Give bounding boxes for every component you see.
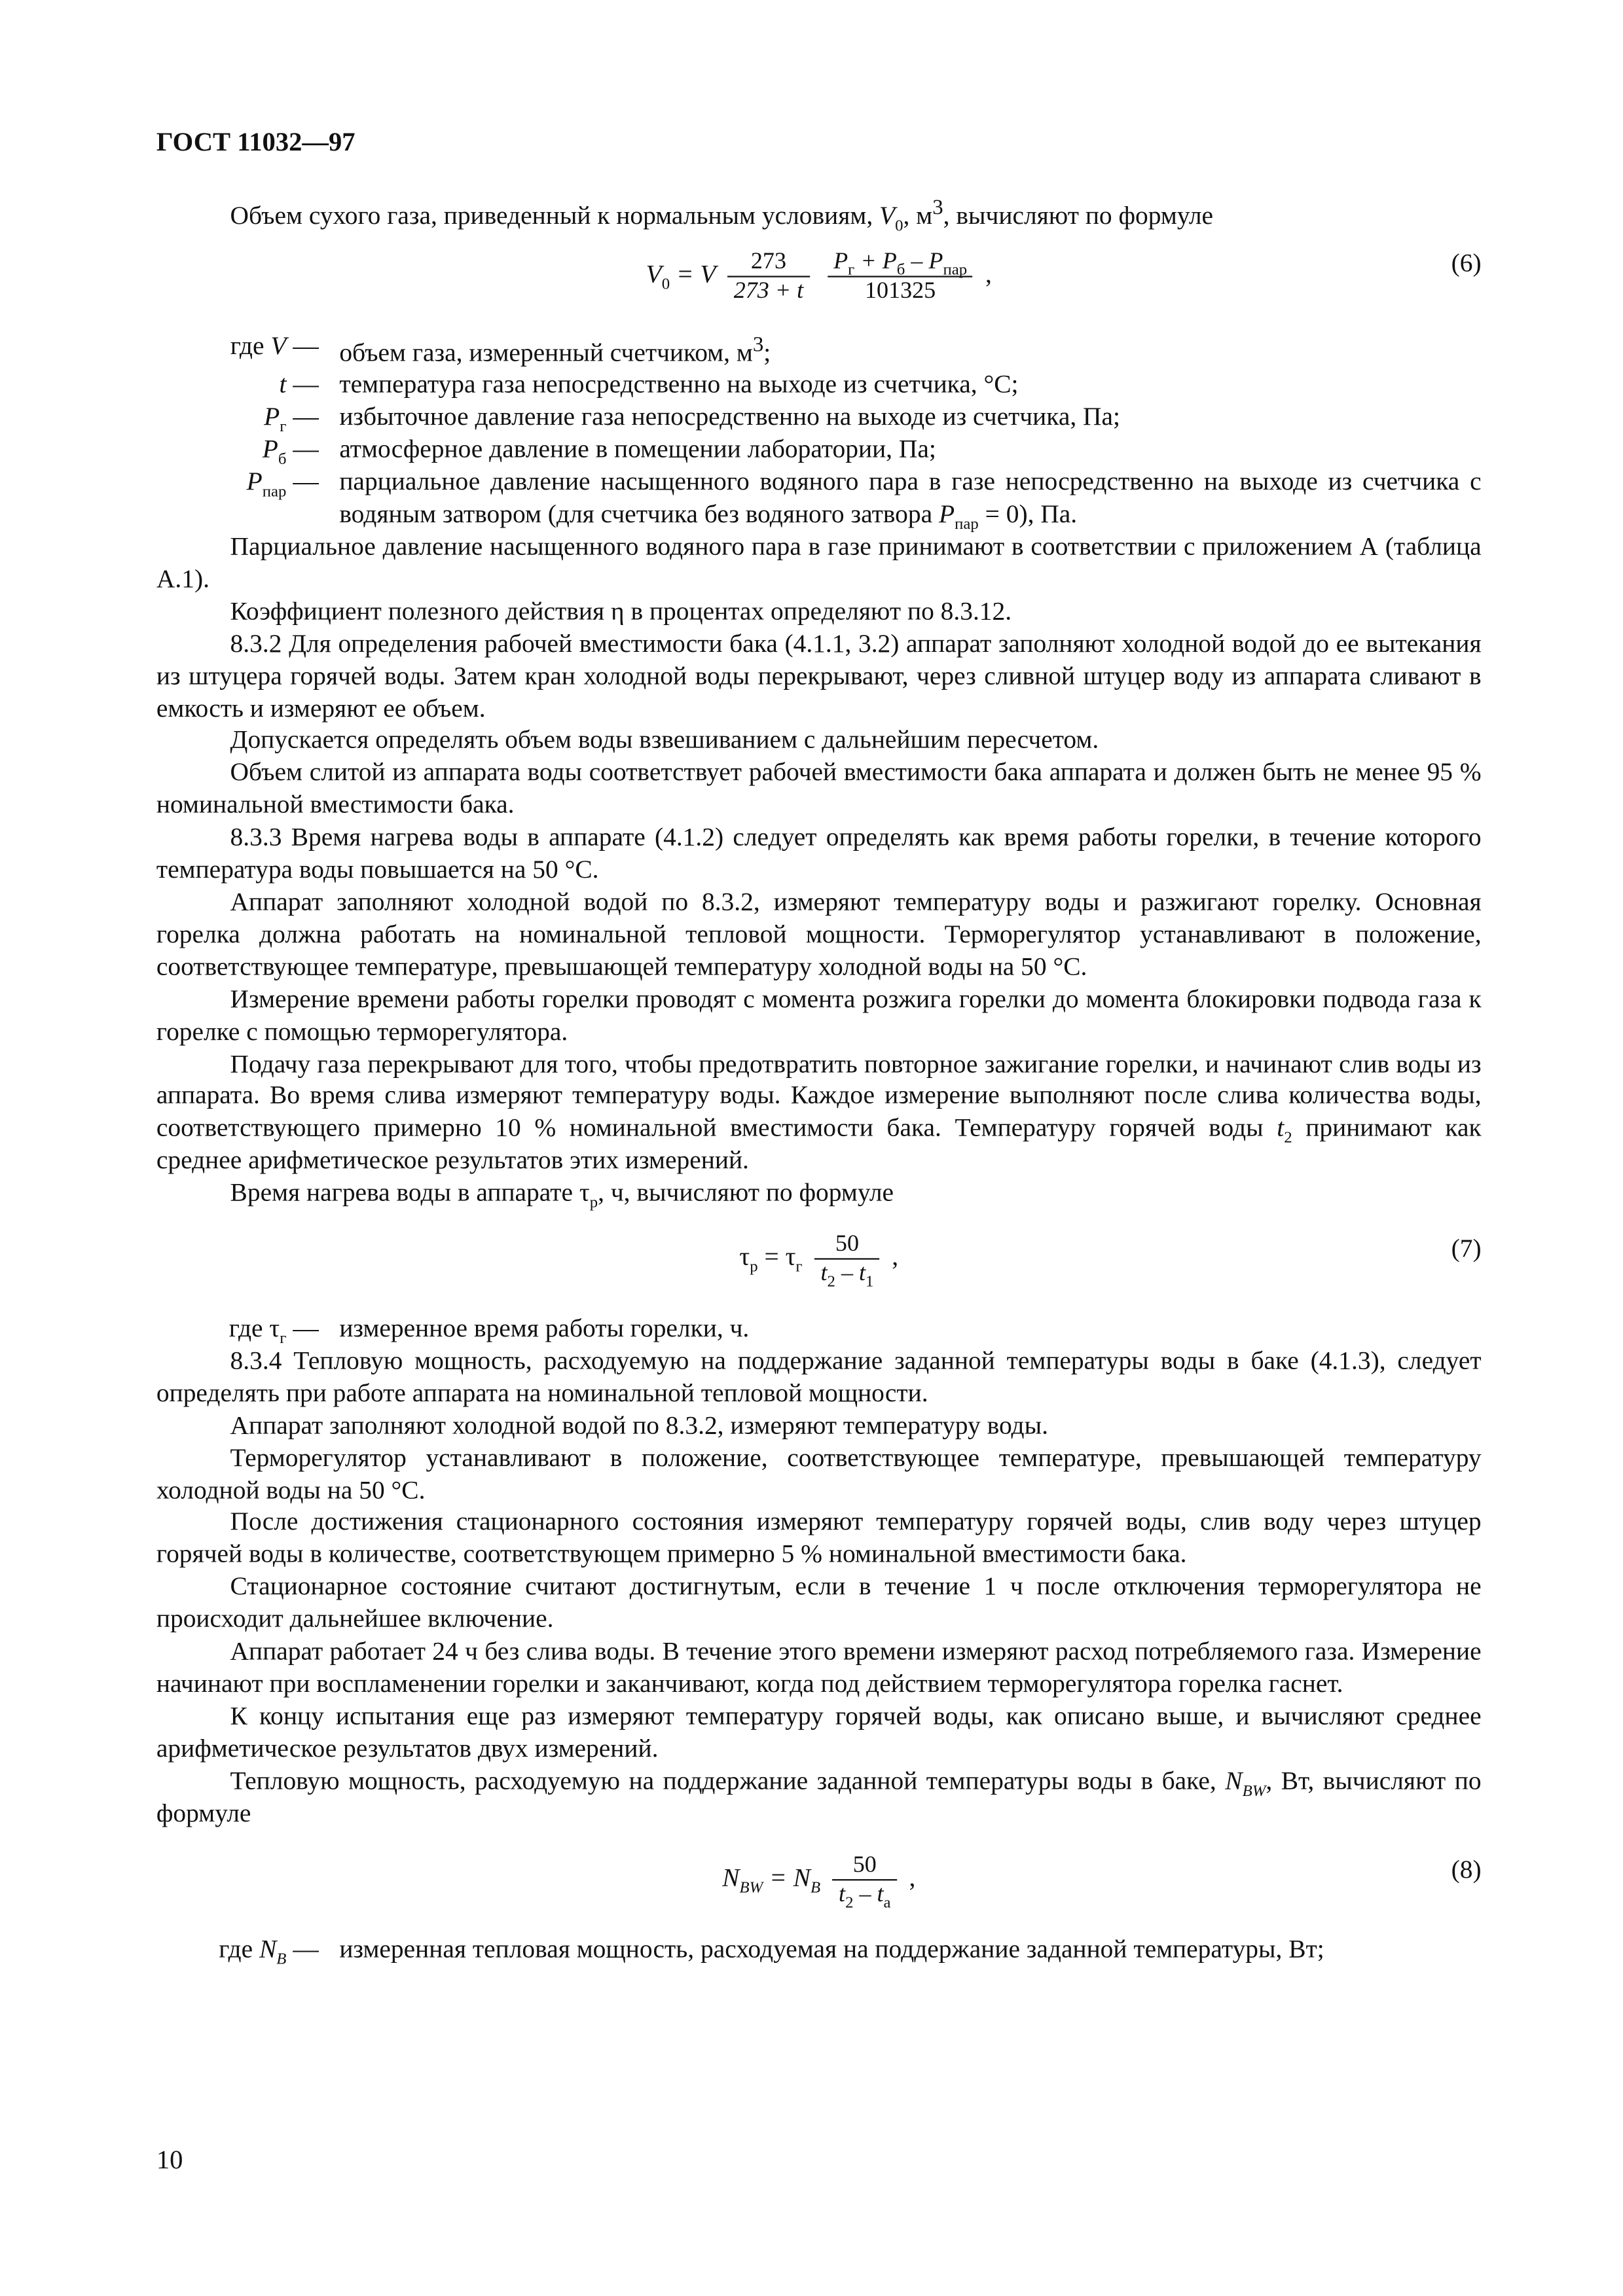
paragraph-burner-time: Измерение времени работы горелки проводят с момента розжига горелки до момента блокировки подвода газа к горелке с помощью терморегулятора. [156,983,1482,1045]
formula-7-legend: где $\tau_г$ — измеренное время работы горелки, ч. [228,1312,750,1348]
intro-paragraph: Объем сухого газа, приведенный к нормальным условиям, $V_0$, $м^3$, вычисляют по формуле [230,196,1214,236]
paragraph-gas-supply: Подачу газа перекрывают для того, чтобы предотвратить повторное зажигание горелки, и начинают слив воды из аппарата. Во время слива измеряют температуру воды. Каждое измерение выполняют после слива количества воды, соответствующего примерно 10 % номинальной вместимости бака. Температуру горячей воды $t_2$ принимают как среднее арифметическое результатов этих измерений. [156,1048,1482,1175]
standard-header: ГОСТ 11032—97 [156,126,356,156]
paragraph-efficiency: Коэффициент полезного действия η в процентах определяют по 8.3.12. [230,596,1012,626]
paragraph-stationary-state: Стационарное состояние считают достигнутым, если в течение 1 ч после отключения терморегулятора не происходит дальнейшее включение. [156,1571,1482,1634]
paragraph-after-stationary: После достижения стационарного состояния измеряют температуру горячей воды, слив воду через штуцер горячей воды в количестве, соответствующем примерно 5 % номинальной вместимости бака. [156,1506,1482,1569]
page-number: 10 [156,2144,183,2174]
paragraph-heat-power: Тепловую мощность, расходуемую на поддержание заданной температуры воды в баке, $N_{BW}$, Вт, вычисляют по формуле [156,1765,1482,1827]
paragraph-end-of-test: К концу испытания еще раз измеряют температуру горячей воды, как описано выше, и вычисляют среднее арифметическое результатов двух измерений. [156,1700,1482,1763]
paragraph-fill-measure: Аппарат заполняют холодной водой по 8.3.2, измеряют температуру воды. [230,1409,1048,1439]
paragraph-8-3-4: 8.3.4 Тепловую мощность, расходуемую на поддержание заданной температуры воды в баке (4.1.3), следует определять при работе аппарата на номинальной тепловой мощности. [156,1345,1482,1407]
formula-8-fraction: $\frac{50}{t_2 - t_a}$ [833,1850,897,1908]
paragraph-partial-pressure: Парциальное давление насыщенного водяного пара в газе принимают в соответствии с приложением А (таблица А.1). [156,531,1482,593]
formula-7-fraction: $\frac{50}{t_2 - t_1}$ [814,1230,879,1288]
paragraph-heating-time: Время нагрева воды в аппарате $\tau_р$, ч, вычисляют по формуле [230,1177,894,1212]
formula-7: $\tau_р = \tau_г$ $\frac{50}{t_2 - t_1}$ , (7) [156,1210,1482,1313]
formula-6-number: (6) [1451,247,1482,278]
formula-6-fraction-1: $\frac{273}{273 + t}$ [728,247,810,305]
page-body [156,193,1482,1968]
paragraph-24-hours: Аппарат работает 24 ч без слива воды. В течение этого времени измеряют расход потребляемого газа. Измерение начинают при воспламенении горелки и заканчивают, когда под действием терморегулятора горелка гаснет. [156,1636,1482,1698]
formula-6-fraction-2: $\frac{P_г + P_б - P_{пар}}{101325}$ [828,247,973,305]
formula-8-legend: где $N_B$ — измеренная тепловая мощность, расходуемая на поддержание заданной температуры, Вт; [219,1933,1324,1968]
paragraph-weighing: Допускается определять объем воды взвешиванием с дальнейшим пересчетом. [230,725,1099,755]
formula-8-number: (8) [1451,1853,1482,1883]
paragraph-volume: Объем слитой из аппарата воды соответствует рабочей вместимости бака аппарата и должен быть не менее 95 % номинальной вместимости бака. [156,757,1482,819]
formula-6-legend: где V — объем газа, измеренный счетчиком, $м^3$; t — температура газа непосредственно на выходе из счетчика, °С; $P_г$ — избыточное давление газа непосредственно на выходе из счетчика, Па; $P_б$ — атмосферное давление в помещении лаборатории, Па; $P_{пар}$ — парциальное давление насыщенного водяного пара в газе непосредственно на выходе из счетчика с водяным затвором (для счетчика без водяного затвора $P_{пар} = 0$), Па. [230,330,1482,533]
paragraph-thermostat: Терморегулятор устанавливают в положение, соответствующее температуре, превышающей температуру холодной воды на 50 °С. [156,1442,1482,1504]
formula-6: $V_0 = V$ $\frac{273}{273 + t}$ $\frac{P_г + P_б - P_{пар}}{101325}$ , (6) [156,232,1482,327]
paragraph-fill-ignite: Аппарат заполняют холодной водой по 8.3.2, измеряют температуру воды и разжигают горелку. Основная горелка должна работать на номинальной тепловой мощности. Терморегулятор устанавливают в положение, соответствующее температуре, превышающей температуру холодной воды на 50 °С. [156,886,1482,981]
formula-7-number: (7) [1451,1233,1482,1263]
formula-8: $N_{BW} = N_B$ $\frac{50}{t_2 - t_a}$ , (8) [156,1830,1482,1933]
paragraph-8-3-3: 8.3.3 Время нагрева воды в аппарате (4.1.2) следует определять как время работы горелки, в течение которого температура воды повышается на 50 °С. [156,821,1482,884]
paragraph-8-3-2: 8.3.2 Для определения рабочей вместимости бака (4.1.1, 3.2) аппарат заполняют холодной водой до ее вытекания из штуцера горячей воды. Затем кран холодной воды перекрывают, через сливной штуцер воду из аппарата сливают в емкость и измеряют ее объем. [156,628,1482,723]
